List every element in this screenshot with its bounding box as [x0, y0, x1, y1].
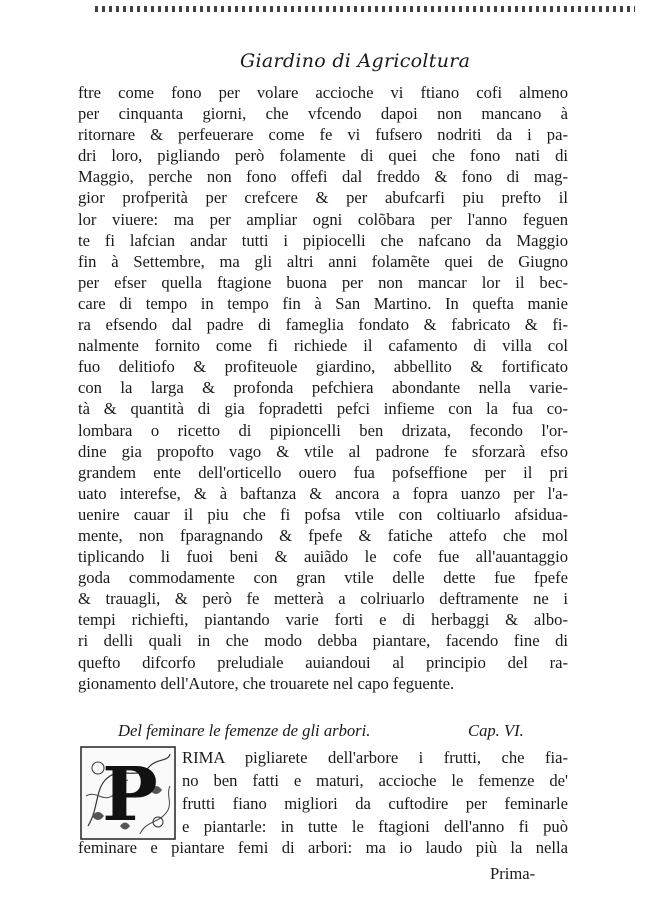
body-line: Maggio, perche non fono offefi dal freddo & fono di mag- [78, 167, 568, 187]
chapter-line-full: feminare e piantare femi di arbori: ma io laudo più la nella [78, 838, 568, 857]
body-line: nalmente fornito come fi richiede il cafamento di villa col [78, 336, 568, 356]
chapter-heading [118, 721, 578, 741]
decorated-initial-p [80, 746, 176, 840]
body-line: tà & quantità di gia fopradetti pefci infieme con la fua co- [78, 399, 568, 419]
body-line: per cinquanta giorni, che vfcendo dapoi non mancano à [78, 104, 568, 124]
chapter-line: frutti fiano migliori da cuftodire per feminarle [182, 794, 568, 813]
body-line: uato interefse, & à baftanza & ancora a fopra uanzo per l'a- [78, 483, 568, 503]
body-line: gior profperità per crefcere & per abufcarfi piu prefto il [78, 188, 568, 208]
body-line: grandem ente dell'orticello ouero fua pofseffione per il pri [78, 462, 568, 482]
chapter-title: Del feminare le femenze de gli arbori. [118, 721, 371, 740]
body-line: lombara o ricetto di pipioncelli ben drizata, fecondo l'or- [78, 420, 568, 440]
drop-cap-letter: P [102, 752, 158, 838]
running-head: Giardino di Agricoltura [240, 50, 471, 72]
body-line: fin à Settembre, ma gli altri anni folamẽte quei de Giugno [78, 251, 568, 271]
body-line: te fi lafcian andar tutti i pipiocelli che nafcano da Maggio [78, 230, 568, 250]
body-line: dri loro, pigliando però folamente di quei che fono nati di [78, 146, 568, 166]
chapter-line: e piantarle: in tutte le ftagioni dell'anno fi può [182, 817, 568, 836]
body-line: mente, non fparagnando & fpefe & fatiche attefo che mol [78, 525, 568, 545]
body-line: care di tempo in tempo fin à San Martino. In quefta manie [78, 293, 568, 313]
body-line: goda commodamente con gran vtile delle dette fue fpefe [78, 568, 568, 588]
body-line: con la larga & profonda pefchiera abondante nella varie- [78, 378, 568, 398]
body-text [78, 82, 568, 694]
body-line: ftre come fono per volare accioche vi ftiano cofi almeno [78, 83, 568, 102]
chapter-opening-text [182, 746, 568, 838]
body-line: tempi richiefti, piantando varie forti e di herbaggi & albo- [78, 610, 568, 630]
body-line: lor viuere: ma per ampliar ogni colõbara per l'anno feguen [78, 209, 568, 229]
body-line: gionamento dell'Autore, che trouarete nel capo feguente. [78, 673, 455, 693]
body-line: per efser quella ftagione buona per non mancar lor il bec- [78, 272, 568, 292]
body-line: ri delli quali in che modo debba piantare, facendo fine di [78, 631, 568, 651]
chapter-number: Cap. VI. [468, 721, 524, 740]
chapter-line: RIMA pigliarete dell'arbore i frutti, che fia- [182, 748, 568, 767]
body-line: ra efsendo dal padre di fameglia fondato & fabricato & fi- [78, 315, 568, 335]
body-line: quefto difcorfo preludiale auiandoui al principio del ra- [78, 652, 568, 672]
body-line: ritornare & perfeuerare come fe vi fufsero nodriti da i pa- [78, 125, 568, 145]
top-border-rule [95, 6, 635, 12]
body-line: & trauagli, & però fe metterà a colriuarlo deftramente ne i [78, 589, 568, 609]
body-line: uenire cauar il piu che fi pofsa vtile con coltiuarlo afsidua- [78, 504, 568, 524]
body-line: dine gia propofto vago & vtile al padrone fe sforzarà efso [78, 441, 568, 461]
chapter-line: no ben fatti e maturi, accioche le femenze de' [182, 771, 568, 790]
catchword: Prima- [490, 864, 536, 883]
body-line: tiplicando li fuoi beni & auiãdo le cofe fue all'auantaggio [78, 547, 568, 567]
body-line: fuo delitiofo & profiteuole giardino, abbellito & fortificato [78, 357, 568, 377]
